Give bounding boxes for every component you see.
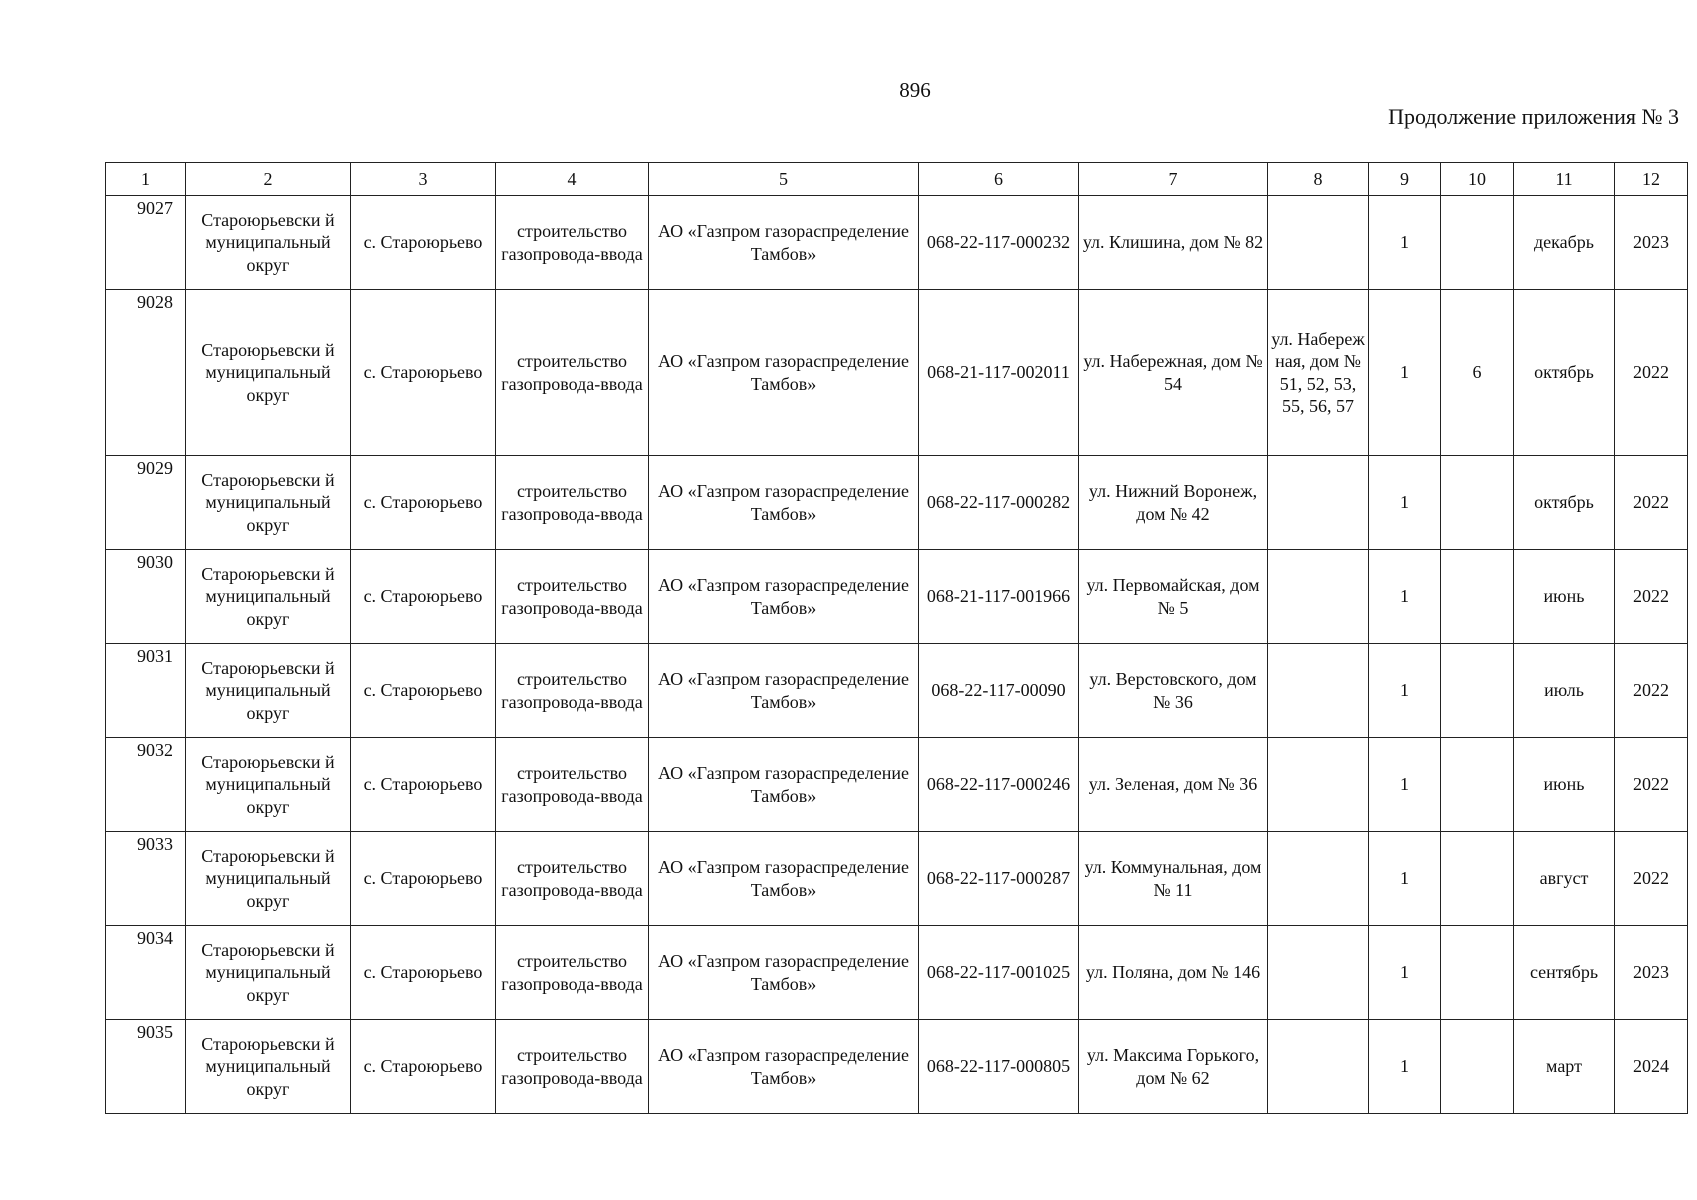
col10-cell [1441,644,1514,738]
district-cell: Староюрьевски й муниципальный округ [186,644,351,738]
col10-cell [1441,196,1514,290]
settlement-cell: с. Староюрьево [351,550,496,644]
column-header: 6 [919,163,1079,196]
extra-address-cell [1268,832,1369,926]
col10-cell [1441,832,1514,926]
address-cell: ул. Максима Горького, дом № 62 [1079,1020,1268,1114]
organization-cell: АО «Газпром газораспределение Тамбов» [649,832,919,926]
col10-cell [1441,738,1514,832]
year-cell: 2022 [1615,290,1688,456]
work-type-cell: строительство газопровода-ввода [496,926,649,1020]
extra-address-cell [1268,456,1369,550]
district-cell: Староюрьевски й муниципальный округ [186,832,351,926]
col9-cell: 1 [1369,550,1441,644]
row-number: 9030 [106,550,186,644]
code-cell: 068-22-117-000246 [919,738,1079,832]
appendix-title: Продолжение приложения № 3 [1388,104,1679,129]
col9-cell: 1 [1369,1020,1441,1114]
column-header: 8 [1268,163,1369,196]
table-row [106,550,1688,644]
month-cell: сентябрь [1514,926,1615,1020]
district-cell: Староюрьевски й муниципальный округ [186,738,351,832]
code-cell: 068-22-117-00090 [919,644,1079,738]
col9-cell: 1 [1369,832,1441,926]
work-type-cell: строительство газопровода-ввода [496,290,649,456]
year-cell: 2022 [1615,644,1688,738]
code-cell: 068-21-117-001966 [919,550,1079,644]
organization-cell: АО «Газпром газораспределение Тамбов» [649,644,919,738]
table-row [106,926,1688,1020]
extra-address-cell [1268,738,1369,832]
address-cell: ул. Набережная, дом № 54 [1079,290,1268,456]
work-type-cell: строительство газопровода-ввода [496,1020,649,1114]
col9-cell: 1 [1369,644,1441,738]
col9-cell: 1 [1369,196,1441,290]
code-cell: 068-22-117-000805 [919,1020,1079,1114]
year-cell: 2022 [1615,550,1688,644]
settlement-cell: с. Староюрьево [351,1020,496,1114]
table-row [106,644,1688,738]
organization-cell: АО «Газпром газораспределение Тамбов» [649,290,919,456]
work-type-cell: строительство газопровода-ввода [496,196,649,290]
settlement-cell: с. Староюрьево [351,196,496,290]
work-type-cell: строительство газопровода-ввода [496,550,649,644]
address-cell: ул. Поляна, дом № 146 [1079,926,1268,1020]
year-cell: 2024 [1615,1020,1688,1114]
code-cell: 068-22-117-000232 [919,196,1079,290]
table-row [106,456,1688,550]
col10-cell: 6 [1441,290,1514,456]
settlement-cell: с. Староюрьево [351,832,496,926]
header-row [106,163,1688,196]
district-cell: Староюрьевски й муниципальный округ [186,196,351,290]
col10-cell [1441,1020,1514,1114]
column-header: 12 [1615,163,1688,196]
col9-cell: 1 [1369,456,1441,550]
organization-cell: АО «Газпром газораспределение Тамбов» [649,196,919,290]
registry-table [105,162,1688,1114]
address-cell: ул. Зеленая, дом № 36 [1079,738,1268,832]
column-header: 7 [1079,163,1268,196]
month-cell: декабрь [1514,196,1615,290]
col10-cell [1441,926,1514,1020]
month-cell: март [1514,1020,1615,1114]
work-type-cell: строительство газопровода-ввода [496,832,649,926]
column-header: 9 [1369,163,1441,196]
column-header: 1 [106,163,186,196]
extra-address-cell [1268,926,1369,1020]
district-cell: Староюрьевски й муниципальный округ [186,456,351,550]
work-type-cell: строительство газопровода-ввода [496,738,649,832]
month-cell: октябрь [1514,456,1615,550]
address-cell: ул. Коммунальная, дом № 11 [1079,832,1268,926]
page-number: 896 [899,78,931,102]
year-cell: 2023 [1615,196,1688,290]
table-row [106,738,1688,832]
settlement-cell: с. Староюрьево [351,644,496,738]
district-cell: Староюрьевски й муниципальный округ [186,290,351,456]
code-cell: 068-22-117-000287 [919,832,1079,926]
column-header: 10 [1441,163,1514,196]
extra-address-cell [1268,644,1369,738]
district-cell: Староюрьевски й муниципальный округ [186,1020,351,1114]
row-number: 9035 [106,1020,186,1114]
row-number: 9029 [106,456,186,550]
column-header: 4 [496,163,649,196]
month-cell: июнь [1514,738,1615,832]
settlement-cell: с. Староюрьево [351,738,496,832]
extra-address-cell: ул. Набереж ная, дом № 51, 52, 53, 55, 56, 57 [1268,290,1369,456]
row-number: 9027 [106,196,186,290]
organization-cell: АО «Газпром газораспределение Тамбов» [649,456,919,550]
year-cell: 2022 [1615,832,1688,926]
column-header: 3 [351,163,496,196]
address-cell: ул. Верстовского, дом № 36 [1079,644,1268,738]
row-number: 9031 [106,644,186,738]
table-row [106,196,1688,290]
col9-cell: 1 [1369,290,1441,456]
organization-cell: АО «Газпром газораспределение Тамбов» [649,926,919,1020]
year-cell: 2022 [1615,456,1688,550]
year-cell: 2023 [1615,926,1688,1020]
month-cell: август [1514,832,1615,926]
table-row [106,832,1688,926]
col10-cell [1441,456,1514,550]
row-number: 9032 [106,738,186,832]
settlement-cell: с. Староюрьево [351,290,496,456]
settlement-cell: с. Староюрьево [351,456,496,550]
row-number: 9034 [106,926,186,1020]
code-cell: 068-22-117-001025 [919,926,1079,1020]
table-row [106,1020,1688,1114]
extra-address-cell [1268,550,1369,644]
address-cell: ул. Первомайская, дом № 5 [1079,550,1268,644]
month-cell: июнь [1514,550,1615,644]
row-number: 9033 [106,832,186,926]
organization-cell: АО «Газпром газораспределение Тамбов» [649,738,919,832]
district-cell: Староюрьевски й муниципальный округ [186,926,351,1020]
address-cell: ул. Нижний Воронеж, дом № 42 [1079,456,1268,550]
month-cell: октябрь [1514,290,1615,456]
column-header: 11 [1514,163,1615,196]
row-number: 9028 [106,290,186,456]
code-cell: 068-21-117-002011 [919,290,1079,456]
work-type-cell: строительство газопровода-ввода [496,456,649,550]
column-header: 5 [649,163,919,196]
district-cell: Староюрьевски й муниципальный округ [186,550,351,644]
table-row [106,290,1688,456]
extra-address-cell [1268,196,1369,290]
year-cell: 2022 [1615,738,1688,832]
extra-address-cell [1268,1020,1369,1114]
organization-cell: АО «Газпром газораспределение Тамбов» [649,1020,919,1114]
col9-cell: 1 [1369,738,1441,832]
work-type-cell: строительство газопровода-ввода [496,644,649,738]
col9-cell: 1 [1369,926,1441,1020]
col10-cell [1441,550,1514,644]
settlement-cell: с. Староюрьево [351,926,496,1020]
month-cell: июль [1514,644,1615,738]
column-header: 2 [186,163,351,196]
code-cell: 068-22-117-000282 [919,456,1079,550]
address-cell: ул. Клишина, дом № 82 [1079,196,1268,290]
organization-cell: АО «Газпром газораспределение Тамбов» [649,550,919,644]
